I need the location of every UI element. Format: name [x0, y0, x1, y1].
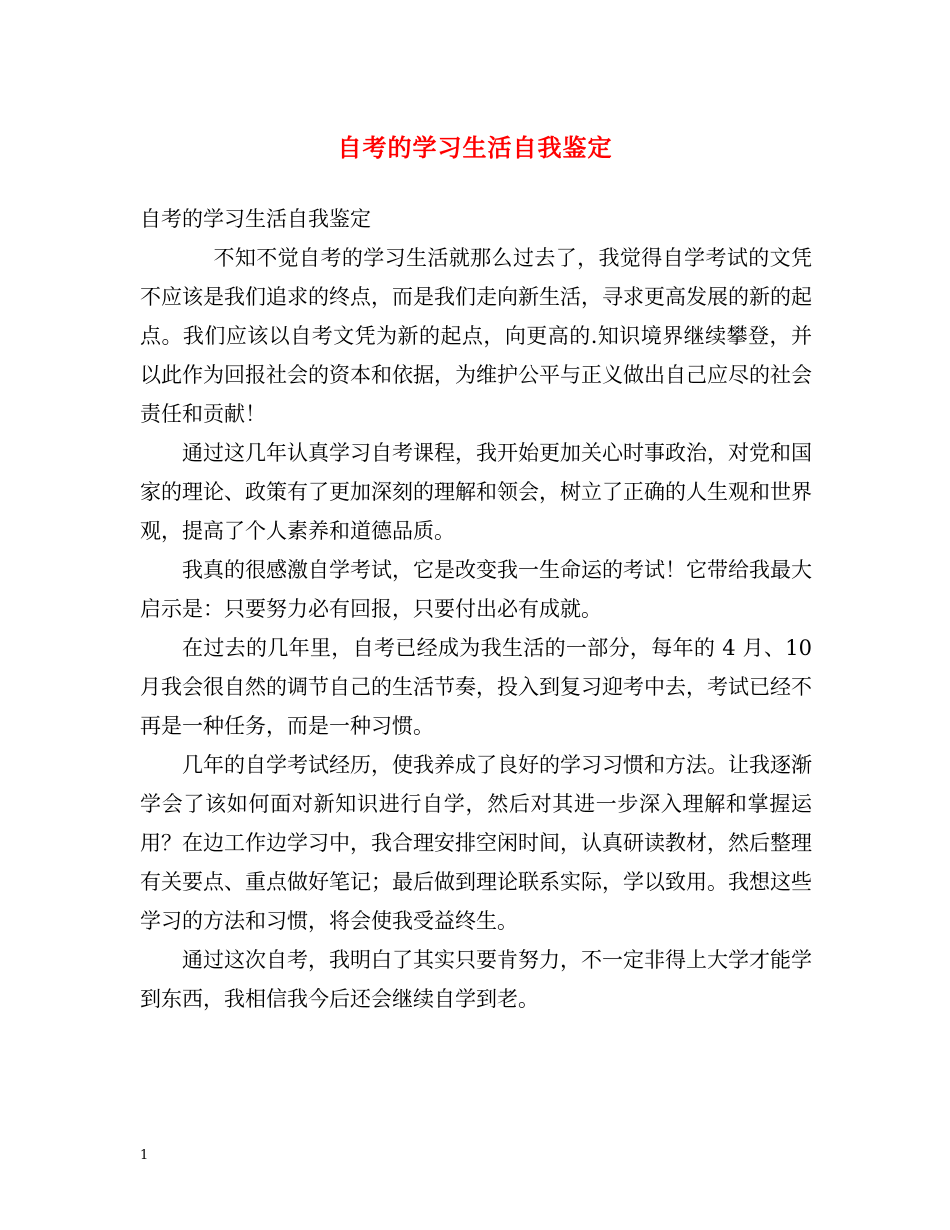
document-body	[140, 200, 812, 1019]
document-title: 自考的学习生活自我鉴定	[337, 133, 613, 162]
page-number: 1	[140, 1148, 149, 1163]
paragraph: 几年的自学考试经历，使我养成了良好的学习习惯和方法。让我逐渐学会了该如何面对新知识进行自学，然后对其进一步深入理解和掌握运用？在边工作边学习中，我合理安排空闲时间，认真研读教材，然后整理有关要点、重点做好笔记；最后做到理论联系实际，学以致用。我想这些学习的方法和习惯，将会使我受益终生。	[140, 753, 812, 933]
paragraph: 通过这次自考，我明白了其实只要肯努力，不一定非得上大学才能学到东西，我相信我今后还会继续自学到老。	[140, 948, 812, 1011]
paragraph: 在过去的几年里，自考已经成为我生活的一部分，每年的 4 月、10 月我会很自然的调节自己的生活节奏，投入到复习迎考中去，考试已经不再是一种任务，而是一种习惯。	[140, 636, 812, 738]
paragraph: 我真的很感激自学考试，它是改变我一生命运的考试！它带给我最大启示是：只要努力必有回报，只要付出必有成就。	[140, 558, 812, 621]
document-subtitle: 自考的学习生活自我鉴定	[140, 207, 371, 231]
paragraph: 不知不觉自考的学习生活就那么过去了，我觉得自学考试的文凭不应该是我们追求的终点，而是我们走向新生活，寻求更高发展的新的起点。我们应该以自考文凭为新的起点，向更高的.知识境界继续攀登，并以此作为回报社会的资本和依据，为维护公平与正义做出自己应尽的社会责任和贡献！	[140, 246, 812, 426]
paragraph: 通过这几年认真学习自考课程，我开始更加关心时事政治，对党和国家的理论、政策有了更加深刻的理解和领会，树立了正确的人生观和世界观，提高了个人素养和道德品质。	[140, 441, 812, 543]
